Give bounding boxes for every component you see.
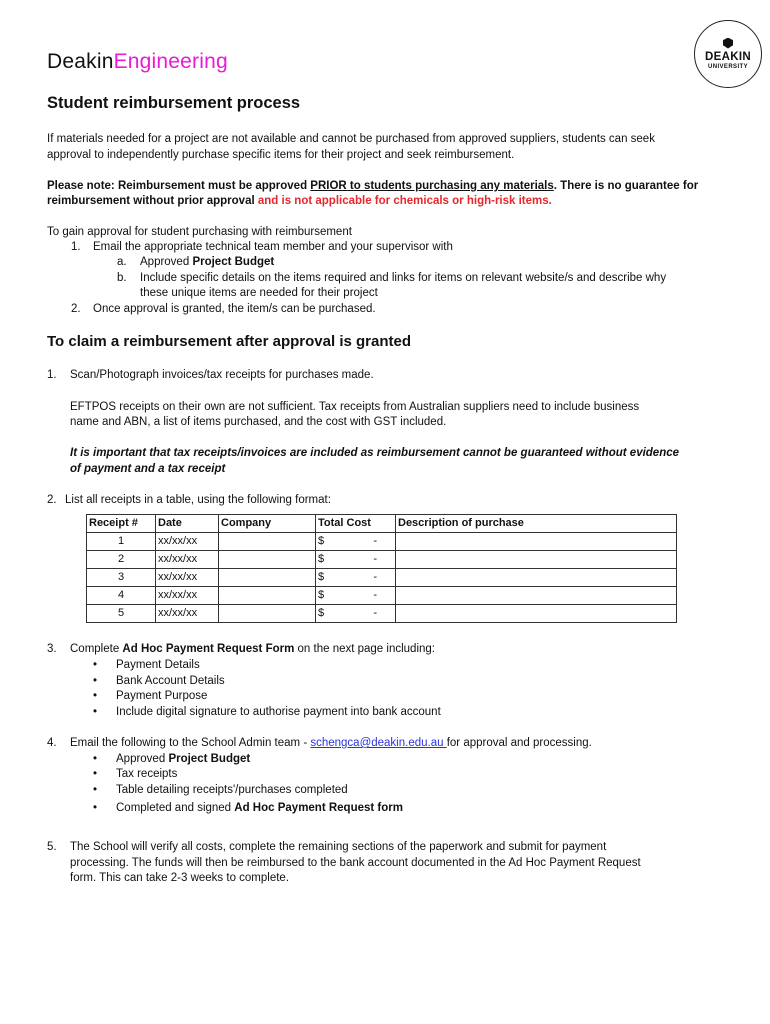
receipt-description [396,605,677,623]
note-line-1 [47,179,698,194]
page-title: Student reimbursement process [47,94,301,112]
crest-icon [723,38,733,49]
approval-item-2: Once approval is granted, the item/s can be purchased. [93,303,376,315]
dollar-sign: $ [318,589,325,601]
approval-item-1a [140,255,274,270]
dollar-sign: $ [318,607,325,619]
note-text-c: . There is no guarantee for [553,180,699,192]
step-number-2: 2. [47,494,57,506]
receipt-total [316,551,396,569]
brand-engineering: Engineering [113,50,228,73]
note-text-d: reimbursement without prior approval [47,195,258,207]
approval-letter-b: b. [117,272,127,284]
note-line-2 [47,194,552,209]
receipt-number: 2 [87,551,156,569]
receipt-company [219,569,316,587]
receipt-description [396,587,677,605]
approval-heading: To gain approval for student purchasing with reimbursement [47,226,352,238]
list-item: Tax receipts [116,768,178,780]
approved-text: Approved [116,753,169,765]
brand-wordmark [47,50,228,74]
receipts-table [86,514,677,623]
header-date: Date [156,515,219,533]
completed-signed-text: Completed and signed [116,802,235,814]
project-budget-text: Project Budget [192,256,275,268]
header-receipt: Receipt # [87,515,156,533]
list-item: Bank Account Details [116,675,225,687]
admin-email-link[interactable]: schengca@deakin.edu.au [310,737,447,749]
step-1-para-line1: EFTPOS receipts on their own are not sufficient. Tax receipts from Australian suppliers need to include business [70,401,640,413]
receipt-description [396,551,677,569]
step-number-3: 3. [47,643,57,655]
list-item: Payment Purpose [116,690,208,702]
table-row [87,533,677,551]
step-5-line1: The School will verify all costs, complete the remaining sections of the paperwork and submit for payment [70,841,607,853]
deakin-university-logo [694,20,762,88]
step-number-1: 1. [47,369,57,381]
project-budget-text: Project Budget [168,753,251,765]
receipt-number: 3 [87,569,156,587]
receipt-date: xx/xx/xx [156,569,219,587]
step-1-para-line2: name and ABN, a list of items purchased, and the cost with GST included. [70,416,447,428]
step-5-line3: form. This can take 2-3 weeks to complete. [70,872,290,884]
claim-heading: To claim a reimbursement after approval is granted [47,333,411,350]
approval-item-1b-line1: Include specific details on the items required and links for items on relevant website/s and describe why [140,272,667,284]
dollar-sign: $ [318,535,325,547]
receipt-company [219,605,316,623]
bullet-icon: • [92,690,98,702]
cost-value: - [373,571,377,583]
header-total-cost: Total Cost [316,515,396,533]
intro-line-2: approval to independently purchase specific items for their project and seek reimbursement. [47,149,515,161]
step-1-text: Scan/Photograph invoices/tax receipts for purchases made. [70,369,374,381]
brand-deakin: Deakin [47,50,114,73]
dollar-sign: $ [318,571,325,583]
receipt-description [396,533,677,551]
receipt-date: xx/xx/xx [156,533,219,551]
bullet-icon: • [92,802,98,814]
approval-item-1: Email the appropriate technical team member and your supervisor with [93,241,453,253]
step-4-text [70,736,592,751]
approval-number-1: 1. [71,241,81,253]
ad-hoc-form-name: Ad Hoc Payment Request Form [122,643,295,655]
step-number-5: 5. [47,841,57,853]
receipt-total [316,569,396,587]
complete-text: Complete [70,643,123,655]
receipt-total [316,533,396,551]
approval-number-2: 2. [71,303,81,315]
approved-text: Approved [140,256,193,268]
bullet-icon: • [92,753,98,765]
list-item: Table detailing receipts'/purchases completed [116,784,348,796]
approval-letter-a: a. [117,256,127,268]
receipt-number: 1 [87,533,156,551]
table-row [87,605,677,623]
next-page-text: on the next page including: [294,643,435,655]
note-text-warning: and is not applicable for chemicals or high-risk items. [257,195,552,207]
receipt-date: xx/xx/xx [156,605,219,623]
cost-value: - [373,535,377,547]
table-row [87,551,677,569]
note-text-a: Please note: Reimbursement must be approved [47,180,311,192]
intro-line-1: If materials needed for a project are not available and cannot be purchased from approved suppliers, students can seek [47,133,655,145]
cost-value: - [373,553,377,565]
bullet-icon: • [92,706,98,718]
dollar-sign: $ [318,553,325,565]
email-instruction: Email the following to the School Admin team - [70,737,311,749]
receipt-company [219,551,316,569]
receipt-number: 5 [87,605,156,623]
approval-processing-text: for approval and processing. [446,737,592,749]
step-2-text: List all receipts in a table, using the following format: [65,494,331,506]
cost-value: - [373,607,377,619]
bullet-icon: • [92,784,98,796]
header-company: Company [219,515,316,533]
list-item [116,752,250,767]
cost-value: - [373,589,377,601]
receipt-date: xx/xx/xx [156,587,219,605]
ad-hoc-form-name: Ad Hoc Payment Request form [234,802,403,814]
step-1-important-line1: It is important that tax receipts/invoices are included as reimbursement cannot be guaranteed without evidence [70,447,680,459]
step-5-line2: processing. The funds will then be reimbursed to the bank account documented in the Ad Hoc Payment Request [70,857,641,869]
step-1-important-line2: of payment and a tax receipt [70,463,226,475]
receipt-company [219,533,316,551]
receipt-number: 4 [87,587,156,605]
bullet-icon: • [92,659,98,671]
list-item: Payment Details [116,659,200,671]
table-header-row [87,515,677,533]
logo-line2: UNIVERSITY [707,63,748,70]
list-item: Include digital signature to authorise payment into bank account [116,706,441,718]
step-3-text [70,642,435,657]
receipt-company [219,587,316,605]
receipt-total [316,587,396,605]
step-number-4: 4. [47,737,57,749]
table-row [87,569,677,587]
list-item [116,801,403,816]
table-row [87,587,677,605]
logo-line1: DEAKIN [705,50,751,63]
bullet-icon: • [92,675,98,687]
approval-item-1b-line2: these unique items are needed for their project [140,287,378,299]
receipt-date: xx/xx/xx [156,551,219,569]
receipt-description [396,569,677,587]
header-description: Description of purchase [396,515,677,533]
bullet-icon: • [92,768,98,780]
receipt-total [316,605,396,623]
note-text-prior: PRIOR to students purchasing any materials [310,180,554,192]
